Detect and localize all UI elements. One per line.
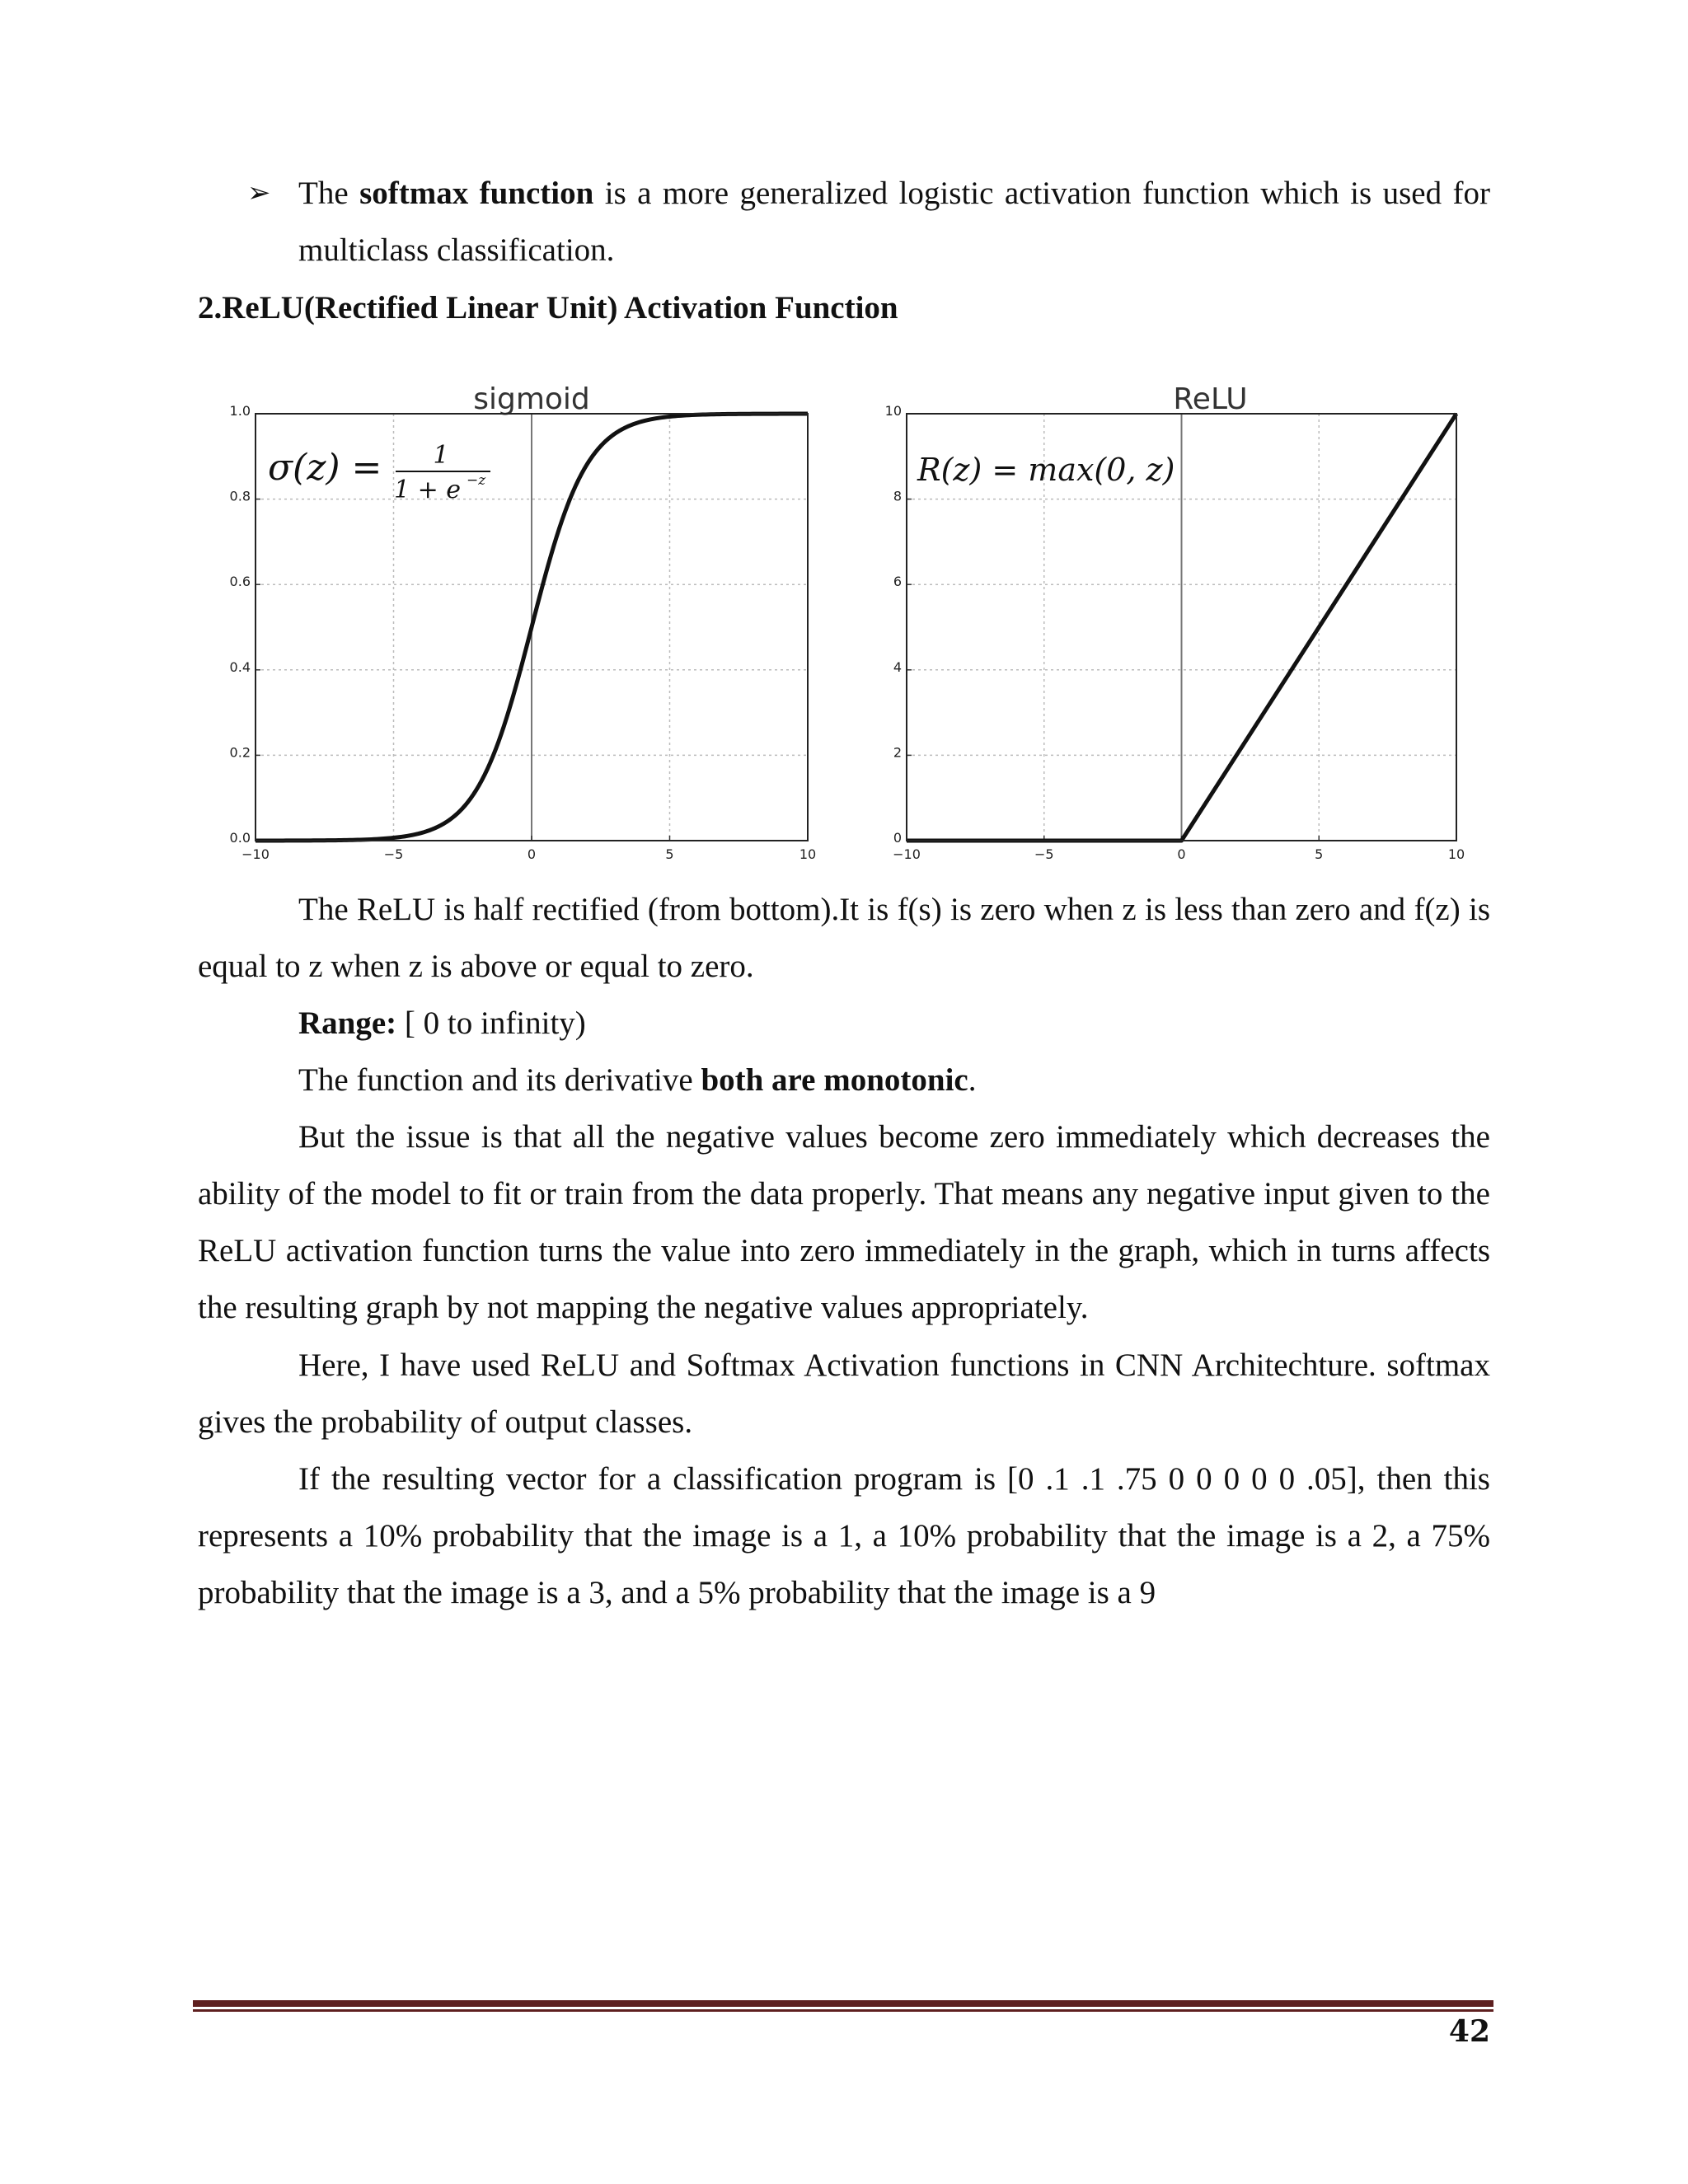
cnn-usage-paragraph: Here, I have used ReLU and Softmax Activation functions in CNN Architechture. softmax gives the probability of output classes. bbox=[198, 1347, 1490, 1440]
x-tick-label: 0 bbox=[527, 846, 537, 862]
y-tick-label: 6 bbox=[893, 574, 902, 590]
equation-numerator: 1 bbox=[433, 441, 449, 470]
x-tick-label: −5 bbox=[383, 846, 404, 862]
x-tick-label: 5 bbox=[665, 846, 674, 862]
monotonic-bold: both are monotonic bbox=[701, 1062, 968, 1098]
y-tick-label: 1.0 bbox=[229, 403, 251, 419]
relu-chart bbox=[865, 371, 1500, 865]
y-tick-label: 0 bbox=[893, 830, 902, 846]
probability-example-paragraph: If the resulting vector for a classification program is [0 .1 .1 .75 0 0 0 0 0 .05], then this represents a 10% probability that the image is a 1, a 10% probability that the image is a 2, a 75% probability that the image is a 3, and a 5% probability that the image is a 9 bbox=[198, 1461, 1490, 1610]
y-tick-label: 0.6 bbox=[229, 574, 251, 590]
chart-title: sigmoid bbox=[473, 382, 590, 416]
x-tick-label: 10 bbox=[1447, 846, 1465, 862]
x-tick-label: −10 bbox=[241, 846, 270, 862]
x-tick-label: 10 bbox=[799, 846, 817, 862]
sigmoid-chart bbox=[214, 371, 841, 865]
y-tick-label: 8 bbox=[893, 488, 902, 504]
y-tick-label: 0.8 bbox=[229, 488, 251, 504]
y-tick-label: 2 bbox=[893, 744, 902, 761]
section-heading: 2.ReLU(Rectified Linear Unit) Activation Function bbox=[198, 290, 898, 326]
issue-paragraph: But the issue is that all the negative values become zero immediately which decreases the ability of the model to fit or train from the data properly. That means any negative input given to the ReLU activation function turns the value into zero immediately in the graph, which in turns affects the resulting graph by not mapping the negative values appropriately. bbox=[198, 1119, 1490, 1325]
softmax-bullet-text: The softmax function is a more generalized logistic activation function which is used for multiclass classification. bbox=[298, 176, 1490, 268]
relu-description-paragraph: The ReLU is half rectified (from bottom).It is f(s) is zero when z is less than zero and f(z) is equal to z when z is above or equal to zero. bbox=[198, 892, 1490, 984]
range-label: Range: bbox=[298, 1005, 397, 1041]
range-paragraph bbox=[198, 995, 1490, 1052]
y-tick-label: 4 bbox=[893, 658, 902, 675]
y-tick-label: 10 bbox=[884, 403, 902, 419]
softmax-term: softmax function bbox=[359, 176, 594, 211]
x-tick-label: 5 bbox=[1315, 846, 1324, 862]
footer-rule-thin bbox=[193, 2009, 1493, 2012]
y-tick-label: 0.2 bbox=[229, 744, 251, 761]
x-tick-label: 0 bbox=[1177, 846, 1186, 862]
page-number: 42 bbox=[1448, 2014, 1490, 2049]
relu-equation: R(z) = max(0, z) bbox=[917, 452, 1175, 488]
equation-exponent: −z bbox=[467, 472, 486, 489]
arrow-bullet-icon: ➢ bbox=[247, 176, 271, 209]
y-tick-label: 0.0 bbox=[229, 830, 251, 846]
softmax-bullet bbox=[247, 165, 1490, 279]
x-tick-label: −10 bbox=[893, 846, 921, 862]
equation-lhs: σ(z) = bbox=[268, 447, 382, 489]
sigmoid-equation bbox=[268, 441, 490, 504]
chart-title: ReLU bbox=[1173, 382, 1248, 416]
range-value: [ 0 to infinity) bbox=[396, 1005, 586, 1041]
x-tick-label: −5 bbox=[1034, 846, 1054, 862]
y-tick-label: 0.4 bbox=[229, 658, 251, 675]
equation-denominator: 1 + e bbox=[394, 476, 462, 504]
monotonic-paragraph: The function and its derivative both are monotonic. bbox=[298, 1062, 977, 1098]
footer-rule-thick bbox=[193, 2000, 1493, 2007]
